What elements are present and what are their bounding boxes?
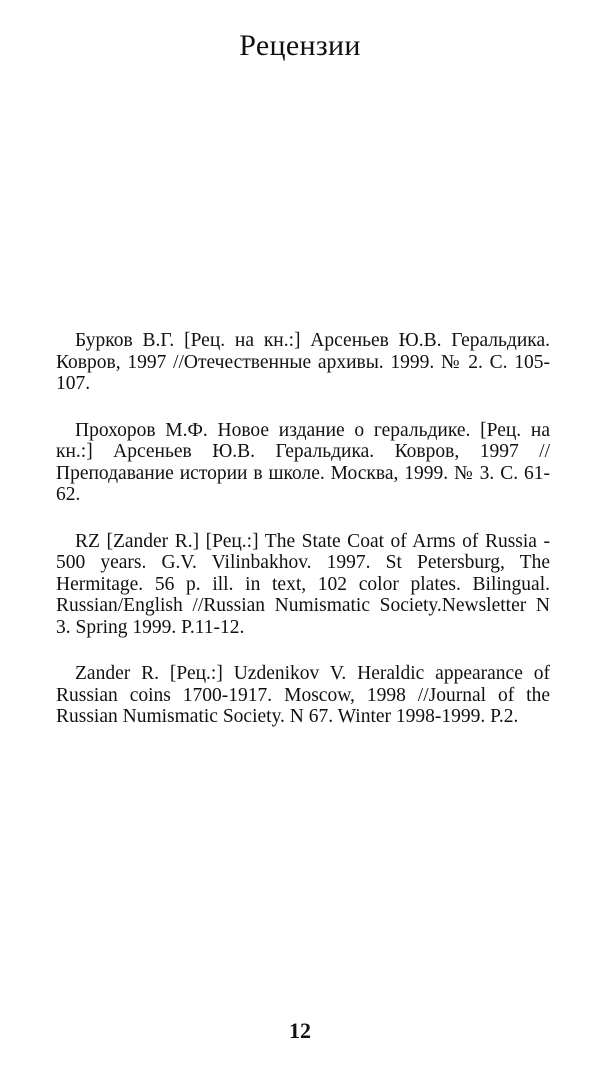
review-entry: Бурков В.Г. [Рец. на кн.:] Арсеньев Ю.В. Геральдика. Ковров, 1997 //Отечественные архивы. 1999. № 2. С. 105-107.	[56, 330, 550, 394]
review-entry: RZ [Zander R.] [Рец.:] The State Coat of Arms of Russia - 500 years. G.V. Vilinbakhov. 1997. St Petersburg, The Hermitage. 56 p. ill. in text, 102 color plates. Bilingual. Russian/English //Russian Numismatic Society.Newsletter N 3. Spring 1999. P.11-12.	[56, 530, 550, 638]
review-entry: Прохоров М.Ф. Новое издание о геральдике. [Рец. на кн.:] Арсеньев Ю.В. Геральдика. Ковров, 1997 //Преподавание истории в школе. Москва, 1999. № 3. С. 61-62.	[56, 419, 550, 505]
review-list	[56, 330, 550, 753]
page-number: 12	[289, 1018, 311, 1043]
page-title: Рецензии	[239, 29, 361, 62]
review-entry: Zander R. [Рец.:] Uzdenikov V. Heraldic appearance of Russian coins 1700-1917. Moscow, 1998 //Journal of the Russian Numismatic Society. N 67. Winter 1998-1999. P.2.	[56, 663, 550, 727]
